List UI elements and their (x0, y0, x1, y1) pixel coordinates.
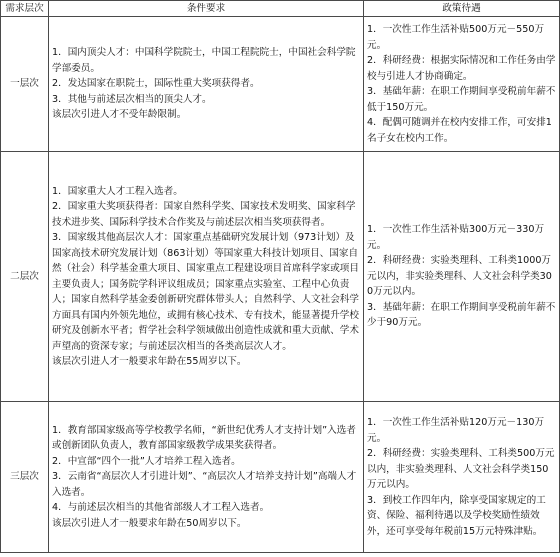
benefit-item: 3．基础年薪：在职工作期间享受税前年薪不少于90万元。 (367, 301, 556, 329)
condition-item: 2．发达国家在职院士，国际性重大奖项获得者。 (52, 78, 260, 90)
age-requirement: 该层次引进人才一般要求年龄在50周岁以下。 (52, 517, 247, 529)
table-row (1, 152, 560, 402)
table-header-row (1, 1, 560, 17)
benefits-cell (364, 402, 560, 553)
condition-item: 1．教育部国家级高等学校教学名师，“新世纪优秀人才支持计划”入选者或创新团队负责人，教育部国家级教学成果奖获得者。 (52, 424, 356, 452)
condition-item: 2．中宣部“四个一批”人才培养工程入选者。 (52, 455, 241, 467)
condition-item: 1．国家重大人才工程入选者。 (52, 185, 183, 197)
condition-item: 3．其他与前述层次相当的顶尖人才。 (52, 93, 212, 105)
level-cell: 三层次 (1, 402, 49, 553)
condition-item: 3．云南省“高层次人才引进计划”、“高层次人才培养支持计划”高端人才入选者。 (52, 471, 357, 498)
conditions-cell (49, 402, 364, 553)
benefit-item: 2．科研经费：实验类理科、工科类500万元以内，非实验类理科、人文社会科学类150万元以内。 (367, 448, 555, 490)
benefit-item: 3．到校工作四年内，除享受国家规定的工资、保险、福利待遇以及学校奖励性绩效外，还可享受每年税前15万元特殊津贴。 (367, 494, 546, 537)
benefits-cell (364, 17, 560, 152)
benefit-item: 1．一次性工作生活补贴500万元－550万元。 (367, 24, 545, 51)
condition-item: 3．国家级其他高层次人才：国家重点基础研究发展计划（973计划）及国家高技术研究发展计划（863计划）等国家重大科技计划项目、国家自然（社会）科学基金重大项目、国家重点工程建设项目首席科学家或项目主要负责人；国务院学科评议组成员；国家重点实验室、工程中心负责人；国家自然科学基金委创新研究群体带头人；自然科学、人文社会科学方面具有国内外领先地位，或拥有核心技术、专有技术，能显著提升学校研究及创新水平者；哲学社会科学领域做出创造性成就和重大贡献、学术声望高的资深专家；与前述层次相当的各类高层次人才。 (52, 232, 359, 352)
header-level: 需求层次 (1, 1, 49, 17)
benefits-cell (364, 152, 560, 402)
age-requirement: 该层次引进人才不受年龄限制。 (52, 109, 187, 121)
table-row (1, 402, 560, 553)
benefit-item: 4．配偶可随调并在校内安排工作，可安排1名子女在校内工作。 (367, 117, 552, 144)
age-requirement: 该层次引进人才一般要求年龄在55周岁以下。 (52, 356, 247, 367)
condition-item: 1．国内顶尖人才：中国科学院院士，中国工程院院士，中国社会科学院学部委员。 (52, 47, 356, 74)
condition-item: 2．国家重大奖项获得者：国家自然科学奖、国家技术发明奖、国家科学技术进步奖、国际科学技术合作奖及与前述层次相当奖项获得者。 (52, 201, 356, 228)
level-cell: 一层次 (1, 17, 49, 152)
conditions-cell (49, 17, 364, 152)
condition-item: 4．与前述层次相当的其他省部级人才工程入选者。 (52, 502, 270, 514)
conditions-cell (49, 152, 364, 402)
header-benefits: 政策待遇 (364, 1, 560, 17)
benefit-item: 2．科研经费：实验类理科、工科类1000万元以内，非实验类理科、人文社会科学类300万元以内。 (367, 255, 552, 298)
benefit-item: 1．一次性工作生活补贴120万元－130万元。 (367, 417, 545, 444)
benefit-item: 3．基础年薪：在职工作期间享受税前年薪不低于150万元。 (367, 86, 556, 113)
benefit-item: 1．一次性工作生活补贴300万元－330万元。 (367, 224, 545, 251)
level-cell: 二层次 (1, 152, 49, 402)
benefit-item: 2．科研经费：根据实际情况和工作任务由学校与引进人才协商确定。 (367, 55, 556, 82)
header-conditions: 条件要求 (49, 1, 364, 17)
table-row (1, 17, 560, 152)
